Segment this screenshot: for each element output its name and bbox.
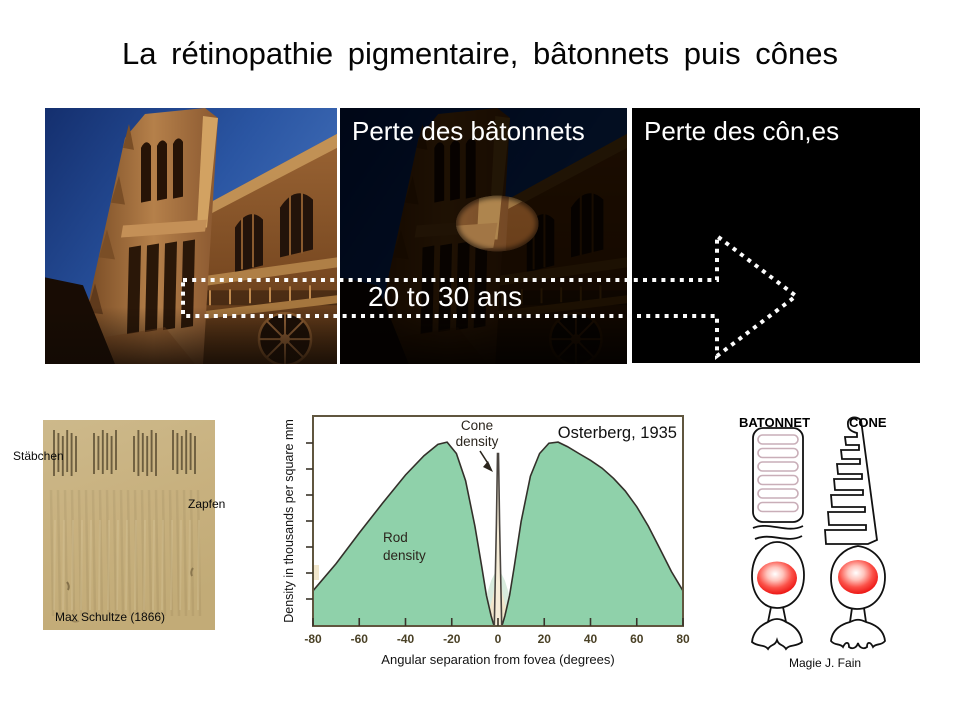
- cone-loss-label: Perte des côn,es: [644, 116, 840, 146]
- x-tick-label: 0: [494, 632, 502, 646]
- x-tick-label: 20: [537, 632, 551, 646]
- x-tick-label: -60: [350, 632, 368, 646]
- duration-label: 20 to 30 ans: [368, 281, 523, 312]
- cone-loss-panel: [632, 108, 920, 363]
- slide-title: La rétinopathie pigmentaire, bâtonnets puis cônes: [122, 36, 838, 71]
- chart-title: Osterberg, 1935: [557, 424, 677, 442]
- x-axis-label: Angular separation from fovea (degrees): [381, 652, 615, 667]
- zapfen-label: Zapfen: [188, 497, 226, 511]
- cone-label: CONE: [849, 415, 887, 430]
- svg-text:density: density: [455, 434, 499, 449]
- photoreceptor-caption: Magie J. Fain: [789, 656, 862, 670]
- x-tick-label: -20: [443, 632, 461, 646]
- x-tick-label: -40: [396, 632, 415, 646]
- histology-caption: Max Schultze (1866): [55, 610, 166, 624]
- svg-text:density: density: [383, 548, 426, 563]
- y-axis-label: Density in thousands per square mm: [282, 419, 296, 623]
- rod-loss-panel: [340, 108, 627, 364]
- cone-nucleus: [838, 560, 878, 594]
- photoreceptor-diagram: [725, 408, 910, 658]
- cathedral-photo: [45, 108, 337, 364]
- x-tick-label: -80: [304, 632, 322, 646]
- rod-cell-drawing: [752, 428, 804, 649]
- y-axis-ticks: [306, 443, 313, 599]
- rod-nucleus: [757, 562, 797, 595]
- cone-cell-drawing: [825, 418, 885, 649]
- cone-density-annotation: Cone: [460, 418, 494, 433]
- staebchen-label: Stäbchen: [13, 449, 64, 463]
- x-tick-label: 40: [583, 632, 598, 646]
- x-tick-label: 80: [676, 632, 690, 646]
- rod-density-annotation: Rod: [383, 530, 408, 545]
- batonnet-label: BATONNET: [739, 415, 811, 430]
- x-tick-label: 60: [630, 632, 644, 646]
- histology-image: [43, 420, 215, 630]
- rod-loss-label: Perte des bâtonnets: [352, 116, 585, 146]
- density-chart: [280, 405, 700, 675]
